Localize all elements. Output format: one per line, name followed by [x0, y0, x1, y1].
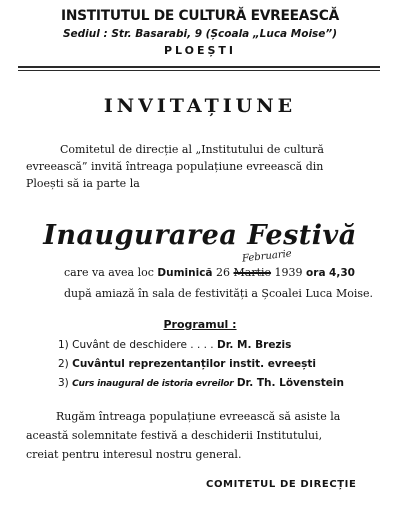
- date-month-printed: Martie: [233, 266, 272, 279]
- event-title: Inaugurarea Festivă: [43, 220, 357, 251]
- institute-name: INSTITUTUL DE CULTURĂ EVREEASCĂ: [61, 8, 339, 24]
- date-day: Duminică: [157, 267, 213, 279]
- date-number: 26: [216, 266, 231, 279]
- institute-address: Sediul : Str. Basarabi, 9 (Școala „Luca Moise”): [62, 28, 337, 40]
- program-item-2: 2) Cuvântul reprezentanților instit. evreești: [58, 358, 316, 370]
- time-value: 4,30: [329, 267, 355, 279]
- intro-line-2: evreească” invită întreaga populațiune evreească din: [26, 160, 324, 173]
- program-item-3: 3) Curs inaugural de istoria evreilor Dr. Th. Lövenstein: [58, 377, 344, 389]
- event-date-line: [64, 266, 355, 280]
- intro-line-3: Ploești să ia parte la: [26, 177, 140, 190]
- closing-line-3: creiat pentru interesul nostru general.: [26, 448, 242, 461]
- closing-line-2: această solemnitate festivă a deschiderii Institutului,: [26, 429, 323, 442]
- invitation-title: INVITAȚIUNE: [103, 95, 297, 117]
- header-rule-top: [18, 66, 380, 68]
- event-location-line: după amiază în sala de festivități a Școalei Luca Moise.: [64, 287, 374, 300]
- time-label: ora: [306, 267, 326, 279]
- institute-city: PLOEȘTI: [163, 44, 237, 57]
- handwritten-month-correction: Februarie: [241, 248, 293, 265]
- date-year: 1939: [274, 266, 303, 279]
- closing-line-1: Rugăm întreaga populațiune evreească să asiste la: [56, 410, 341, 423]
- intro-line-1: Comitetul de direcție al „Institutului de cultură: [60, 143, 324, 156]
- date-prefix: care va avea loc: [64, 266, 154, 279]
- program-item-1: 1) Cuvânt de deschidere . . . . Dr. M. Brezis: [58, 339, 292, 351]
- committee-signature: COMITETUL DE DIRECȚIE: [206, 479, 357, 490]
- program-heading: Programul :: [163, 318, 237, 331]
- header-rule-bottom: [18, 70, 380, 71]
